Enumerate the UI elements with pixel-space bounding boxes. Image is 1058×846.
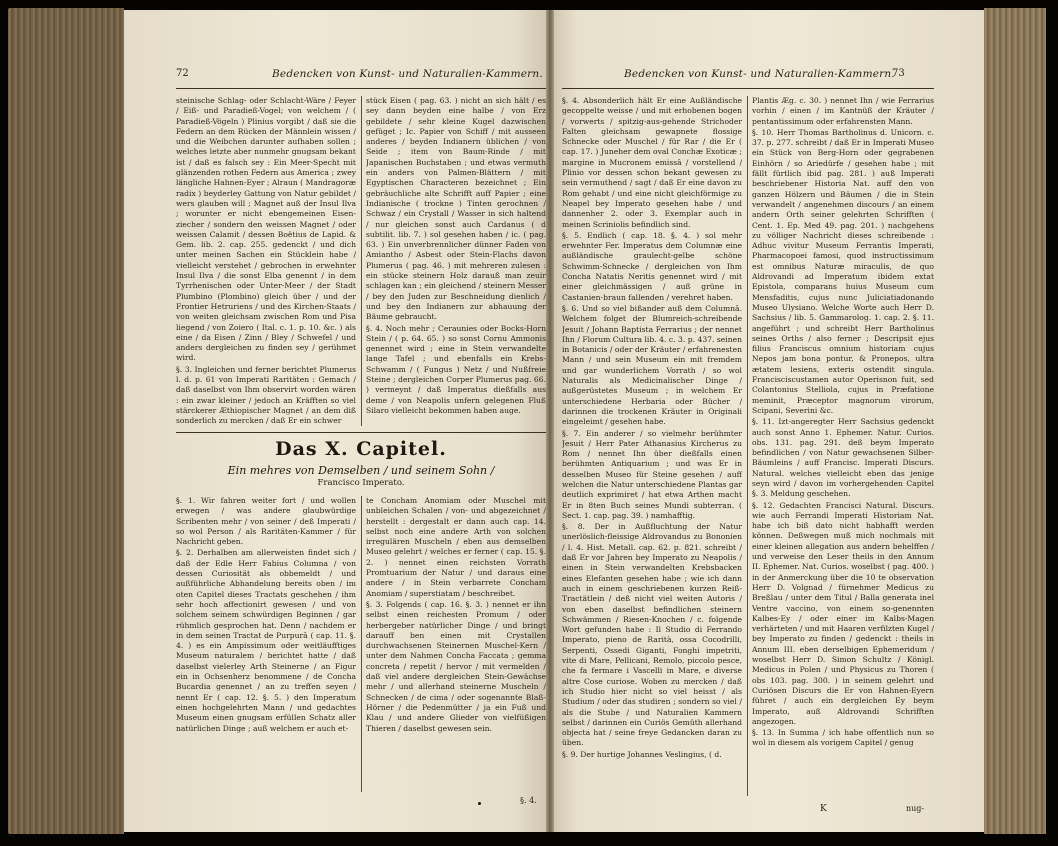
right-running-title: Bedencken von Kunst- und Naturalien-Kammern. <box>624 68 895 80</box>
left-page-number: 72 <box>176 68 189 79</box>
left-column-divider-bottom <box>361 496 362 792</box>
paragraph: §. 13. In Summa / ich habe offentlich nun so wol in diesem als vorigem Capitel / genug <box>752 728 934 748</box>
book-gutter <box>546 10 554 832</box>
paragraph: te Concham Anomiam oder Muschel mit unbleichen Schalen / von- und abgezeichnet / herstellt : dergestalt er dann auch cap. 14. selbst noch eine andere Arth von solchen irregulären Muscheln / eben aus demselben Museo gelehrt / welches er ferner ( cap. 15. §. 2. ) nennet einen reichsten Vorrath Promtuarium der Natur / und daraus eine andere / in Stein verbarrete Concham Anomiam / superstiatam / beschreibet. <box>366 496 546 598</box>
paragraph: stück Eisen ( pag. 63. ) nicht an sich hält / es sey dann beyden eine halbe / von Erz gebildete / sehr kleine Kugel dazwischen gefüget ; Ic. Papier von Schiff / mit ausseen anderes / beyden Indianern üblichen / von Seide ; item von Baum-Rinde / mit Japanischen Buchstaben ; und etwas vermuth ein anders von Palmen-Blättern / mit Egyptischen Characteren bezeichnet ; Ein gebräuchliche alte Schrifft auff Papier ; eine Indianische ( trockne ) Tinten gerochnen / Schwaz / ein Crystall / Wasser in sich haltend / nur gleichen sonst auch Cardanus ( d subtilit. lib. 7. ) sol gesehen haben / ic. ( pag. 63. ) Ein unverbrennlicher dünner Faden von Amiantho / Asbest oder Stein-Flachs davon Plumerus ( pag. 46. ) mit mehreren zulesen : ein stücke steinern Holz darauß man zeuir schlagen kan ; ein gleichend / steinern Messer / bey den Juden zur Beschneidung dienlich / und bey den Indianern zur abhauung der Bäume gebraucht. <box>366 96 546 322</box>
right-catchword: nug- <box>906 804 925 813</box>
paragraph: §. 6. Und so viel bißander auß dem Columnâ. Welchem folget der Blumreich-schreibende Jesuit / Johann Baptista Ferrarius ; der nennet Ihn / Florum Cultura lib. 4. c. 3. p. 437. seinen in Botanicis / oder der Kräuter / erfahrenesten Mann / und sein Museum ein mit fremdem und gar wunderlichem Vorrath / so wol Naturalis als Medicinalischer Dinge / außgerüstetes Museum ; in welchem Er unterschiedene Herbaria oder Bücher / darinnen die trockenen Kräuter in Originali eingeleimt / gesehen habe. <box>562 303 742 427</box>
right-column-divider <box>747 96 748 796</box>
right-column-1 <box>562 96 742 796</box>
paragraph: §. 12. Gedachten Francisci Natural. Discurs. wie auch Ferrandi Imperati Historiam Nat. habe ich biß dato nicht habhafft werden können. Deßwegen muß mich nochmals mit einer kleinen allegation aus andern behelffen / und verweise den Leser theils in den Annum II. Ephemer. Nat. Curios. woselbst ( pag. 400. ) in der Anmerckung über die 10 te observation Herr D. Volgnad / fürnehmer Medicus zu Breßlau / unter dem Titul / Balla generata inel Ventre vaccino, von einem so-genennten Kalbes-Ey / oder einer im Kalbs-Magen verhärteten / und mit Haaren verfilzten Kugel / bey Imperato zu finden / gedenckt : theils in Annum III. eben derselbigen Ephemeridum / woselbst Herr D. Simon Schultz / Königl. Medicus in Polen / und Physicus zu Thoren ( obs 103. pag. 300. ) in seinem gelehrt und Curiösen Discurs die Er von Hahnen-Eyern führet / auch ein dergleichen Ey beym Imperato, auß Aldrovandi Schrifften angezogen. <box>752 500 934 726</box>
right-running-head <box>562 66 932 86</box>
paragraph: §. 8. Der in Außfluchtung der Natur unerlöslich-fleissige Aldrovandus zu Bononien / l. 4. Hist. Metall. cap. 62. p. 821. schreibt / daß Er vor Jahren bey Imperato zu Neapolis / einen in Stein verwandelten Krebsbacken eines Elefanten gesehen habe ; wie ich dann auch in einem geschriebenen kurzen Reiß-Tractätlein / deß nicht viel weiten Autoris / von eben daselbst befindlichen steinern Schwämmen / Riesen-Knochen / c. folgende Wort gefunden habe : Il Studio di Ferrando Imperato, pieno de Rarità, ossa Cocodrilli, Serpenti, Ossedi Giganti, Fonghi impetriti, vite di Mare, Pellicani, Remolo, piccolo pesce, che fa fermare i Vascelli in Mare, e diverse altre Cose curiose. Woben zu mercken / daß ich Studio hier nicht so viel heisst / als Studium / oder das studiren ; sondern so viel / als die Stube / und Naturalien Kammern selbst / darinnen ein Curiös Gemüth allerhand objecta hat / seine freye Gedancken daran zu üben. <box>562 522 742 748</box>
right-page-edges <box>984 8 1046 834</box>
right-head-rule <box>562 88 934 89</box>
left-running-title: Bedencken von Kunst- und Naturalien-Kammern. <box>272 68 543 80</box>
left-running-head <box>176 66 546 86</box>
paragraph: steinische Schlag- oder Schlacht-Wäre / Feyer / Eiß- und Paradieß-Vogel; von welchem / ( Paradieß-Vögeln ) Plinius vorgibt / daß sie die Federn an dem Rücken der Männlein wissen / und die Weibchen darunter aufhaben sollen ; welches letzte aber nunmehr gnugsam bekant ist / daß es falsch sey : Ein Meer-Specht mit glänzenden rothen Federn aus America ; zwey längliche Hahnen-Eyer ; Alraun ( Mandragoræ radix ) beyderley Gattung von Natur gebildet / wers glauben will ; Magnet auß der Insul Ilva ; worunter er nicht ebengemeinen Eisen-ziecher / sondern den weissen Magnet / oder weissen Calamit / dessen Boëtius de Lapid. & Gem. lib. 2. cap. 255. gedenckt / und dich unter meinen Sachen ein Stücklein habe / vielleicht verstehet / gebrochen in erwehnter Insul Ilva / die sonst Elba genennt / in dem Tyrrhenischen oder Unter-Meer / der Stadt Plumbino (Plombino) gleich über / und der Frontier Hetruriens / und des Kirchen-Staats / von weiten gleichsam zwischen Rom und Pisa liegend / von Zoiero ( Ital. c. 1. p. 10. &c. ) als eine / da Eisen / Zinn / Bley / Schwefel / und anders dergleichen zu finden sey / gerühmet wird. <box>176 96 356 363</box>
left-column-4 <box>366 496 546 792</box>
left-catchword: §. 4. <box>520 796 537 805</box>
left-column-1 <box>176 96 356 426</box>
chapter-subtitle-name: Francisco Imperato. <box>317 478 405 488</box>
paragraph: §. 11. Izt-angeregter Herr Sachsius gedenckt auch sonst Anno 1. Ephemer. Natur. Curios. obs. 131. pag. 291. deß beym Imperato befindlichen / von Natur gewachsenen Silber-Bäumleins / auff Francisc. Imperati Discurs. Natural. welches vielleicht eben das jenige seyn wird / davon im vorhergehenden Capitel §. 3. Meldung geschehen. <box>752 417 934 499</box>
signature-mark: K <box>820 804 827 814</box>
paragraph: §. 3. Folgends ( cap. 16. §. 3. ) nennet er ihn selbst einen reichesten Promum / oder herbergeber natürlicher Dinge / und bringt darauff ben einen mit Crystallen durchwachsenen Steinernen Muschel-Kern / unter dem Nahmen Concha Faccata ; gemma concreta / repetit / hervor / mit vermelden / daß viel andere dergleichen Stein-Gewächse mehr / und allerhand steinerne Muscheln / Schnecken / de cima / oder sogenannte Blaß-Hörner / die Pedenmütter / ja ein Fuß und Klau / und andere Glieder von vielfüßigen Thieren / daselbst gewesen sein. <box>366 599 546 733</box>
chapter-subtitle: Ein mehres von Demselben / und seinem Sohn / <box>227 464 495 477</box>
paragraph: §. 1. Wir fahren weiter fort / und wollen erwegen / was andere glaubwürdige Scribenten mehr / von seiner / deß Imperati / so wol Person / als Raritäten-Kammer / für Nachricht geben. <box>176 496 356 547</box>
left-column-2 <box>366 96 546 426</box>
page-mark-dot <box>478 802 481 805</box>
left-head-rule <box>176 88 546 89</box>
left-page-edges <box>8 8 124 834</box>
paragraph: §. 10. Herr Thomas Bartholinus d. Unicorn. c. 37. p. 277. schreibt / daß Er in Imperati Museo ein Stück von Berg-Horn oder gegrabenen Einhörn / so Ariedürfe / gesehen habe ; mit fällt fürtlich ibid pag. 281. ) auß Imperati beschriebener Historia Nat. auff den von ganzen Hölzern und Bäumen / die in Stein verwandelt / angenehmen discours / an einem andern Orth seiner gelehrten Schrifften ( Cent. 1. Ep. Med 49. pag. 201. ) nachgehens zu völliger Nachricht dieses schreibende : Adhuc vivitur Museum Ferrantis Imperati, Pharmacopoei famosi, quod instructissimum est omnibus Naturæ miraculis, de quo Aldrovandi ad Imperatum ibidem extat Epistola, comparans huius Museum cum Mensfaditis, cujus nunc Juliciatiadonando Museo Ulysiano. Welche Worte auch Herr D. Sachsius / lib. 5. Gammarolog. 1. cap. 2. §. 11. angeführt ; und schreibt Herr Bartholinus seines Orths / also ferner ; Descripsit ejus filius Franciscus omnium historiam cujus Nepos jam bona pontur, & Pronepos, ultra ætatem lesiens, exteris ostendit singula. Francisciscustamen autor Operisnon fuit, sed Colantonius Stelliola, cujus in Præfatione meminit, Præceptor magnorum virorum, Scipani, Severini &c. <box>752 127 934 415</box>
right-column-2 <box>752 96 934 796</box>
paragraph: §. 2. Derhalben am allerweisten findet sich / daß der Edle Herr Fabius Columna / von dessen Curiosität als obbemeldt / und außführliche Abhandelung bereits oben / im oten Capitel dieses Tractats geschehen / ihm sehr hoch affectionirt gewesen / und von solchem seinem schwürdigen Beginnen / gar rühmlich gesprochen hat. Denn / nachdem er in dem seinen Tractat de Purpurâ ( cap. 11. §. 4. ) es ein Ampissimum oder weitläufftiges Museum naturalem / berichtet hatte / daß daselbst vielerley Arth Steinerne / an Figur ein in Ochsenherz benommene / de Concha Bucardia genennet / an zu treffen seyen / nennt Er ( cap. 12. §. 5. ) den Imperatum einen hochgelehrten Mann / und gedachtes Museum einen gnugsam erfüllen Schatz aller natürlichen Dinge ; auß welchem er auch et- <box>176 548 356 733</box>
paragraph: §. 4. Noch mehr ; Ceraunies oder Bocks-Horn Stein / ( p. 64. 65. ) so sonst Cornu Ammonis genennet wird ; eine in Stein verwandelte lange Tafel ; und ebenfalls ein Krebs-Schwamm / ( Fungus ) Netz / und Nußfreie Steine ; dergleichen Corper Plumerus pag. 66. ) vermeynt / daß Imperatus dießfalls aus deme / von Neapolis unfern gelegenen Fluß Silaro vielleicht bekommen haben auge. <box>366 323 546 415</box>
paragraph: §. 4. Absonderlich hält Er eine Außländische gecoppelte weisse / und mit erhobenen bogen / vorwerts / spitzig-aus-gehende Strichoder Falten gleichsam gewapnete flossige Schnecke oder Muschel / für Rar / die Er ( cap. 17. ) Juneher dem oval Conchæ Exoticæ ; margine in Mucronem emissâ / vorstellend / Plinio vor dessen schon bekant gewesen zu sein vermuthend / sagt / daß Er eine davon zu Rom gehabt / und eine nicht gleichförmige zu Neapel bey Imperato gesehen habe / und dannenher 2. oder 3. Exemplar auch in meinen Scriniolis befindlich sind. <box>562 96 742 229</box>
chapter-title: Das X. Capitel. <box>275 438 447 460</box>
left-column-3 <box>176 496 356 792</box>
paragraph: §. 5. Endlich ( cap. 18. §. 4. ) sol mehr erwehnter Fer. Imperatus dem Columnæ eine außländische graulecht-gelbe schöne Schwimm-Schnecke / dergleichen von Ihm Concha Natatis Neritis genennet wird / mit einer gleichmässigen / auß grüne in Castanien-braun fallenden / verehret haben. <box>562 230 742 302</box>
right-page-number: 73 <box>892 68 905 79</box>
left-column-divider-top <box>361 96 362 426</box>
paragraph: §. 7. Ein anderer / so vielmehr berühmter Jesuit / Herr Pater Athanasius Kircherus zu Rom / nennet Ihn über dießfalls einen berühmten Antiquarium ; und was Er in desselben Museo für Steine gesehen / auff welchen die Natur unterschiedene Plantas gar deutlich exprimiret / hat etwa Arthen macht Er in 8ten Buch seines Mundi subterran. ( Sect. 1. cap. pag. 39. ) namhafftig. <box>562 428 742 520</box>
paragraph: §. 9. Der hurtige Johannes Veslingius, ( d. <box>562 749 722 759</box>
paragraph: §. 3. Ingleichen und ferner berichtet Plumerus l. d. p. 61 von Imperati Raritäten : Gemach / daß daselbst von Ihm observirt worden wären : ein zwar kleiner / jedoch an Kräfften so viel stärckerer Æthiopischer Magnet / an dem diß sonderlich zu mercken / daß Er ein schwer <box>176 364 356 426</box>
chapter-rule <box>176 432 546 433</box>
paragraph: Plantis Æg. c. 30. ) nennet Ihn / wie Ferrarius vorhin / einen / im Kantnüß der Kräuter / pentantissimum oder erfahrensten Mann. <box>752 96 934 126</box>
